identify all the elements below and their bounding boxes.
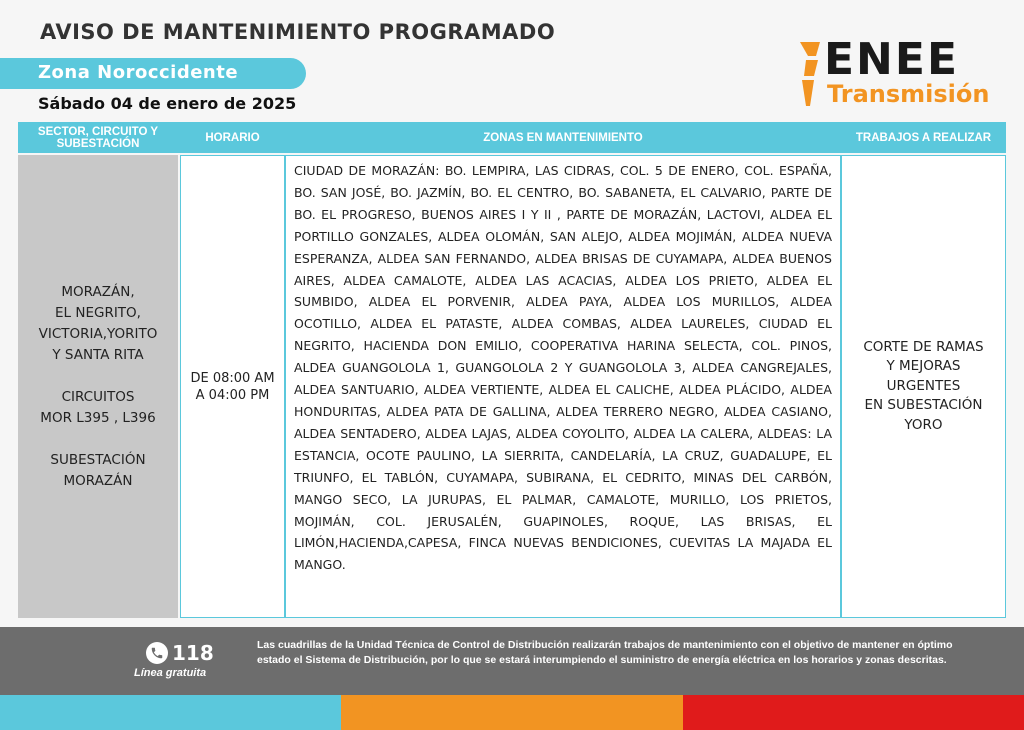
sector-line: MORAZÁN (63, 472, 133, 489)
footer (0, 627, 1024, 695)
phone-label: Línea gratuita (134, 667, 207, 679)
footer-notice: Las cuadrillas de la Unidad Técnica de Control de Distribución realizarán trabajos de mantenimiento con el objetivo de mantener en óptimo estado el Sistema de Distribución, por lo que se estará interumpiendo el suministro de energía eléctrica en los horarios y zonas descritas. (257, 639, 953, 666)
stripe-orange (341, 695, 683, 730)
sector-cell (18, 155, 178, 618)
enee-logo (796, 34, 996, 112)
sector-line: MOR L395 , L396 (40, 409, 156, 426)
phone-contact[interactable] (146, 641, 214, 665)
logo-subtitle: Transmisión (827, 80, 990, 108)
sector-line: VICTORIA,YORITO (38, 325, 158, 342)
col-header-zonas: ZONAS EN MANTENIMIENTO (483, 131, 643, 144)
trabajos-line: Y MEJORAS (886, 358, 961, 375)
sector-line: MORAZÁN, (61, 283, 135, 300)
phone-number: 118 (172, 641, 214, 665)
sector-line: CIRCUITOS (61, 388, 135, 405)
trabajos-line: YORO (904, 416, 943, 433)
sector-line: Y SANTA RITA (52, 346, 144, 363)
lightning-icon (796, 42, 822, 106)
sector-line: SUBESTACIÓN (50, 451, 146, 468)
col-header-sector: SECTOR, CIRCUITO Y SUBESTACIÓN (37, 125, 159, 150)
trabajos-line: CORTE DE RAMAS (863, 338, 984, 355)
col-header-horario: HORARIO (205, 131, 260, 144)
zone-banner (0, 58, 306, 89)
horario-line: DE 08:00 AM (190, 370, 275, 386)
trabajos-line: EN SUBESTACIÓN (864, 397, 983, 414)
zone-label: Zona Noroccidente (38, 62, 239, 83)
phone-icon (146, 642, 168, 664)
spacer (39, 429, 158, 450)
spacer (39, 366, 158, 387)
logo-brand: ENEE (824, 34, 959, 85)
stripe-red (683, 695, 1024, 730)
trabajos-cell (841, 155, 1006, 618)
table-header (18, 122, 1006, 153)
date-label: Sábado 04 de enero de 2025 (38, 94, 297, 113)
zonas-cell: CIUDAD DE MORAZÁN: BO. LEMPIRA, LAS CIDRAS, COL. 5 DE ENERO, COL. ESPAÑA, BO. SAN JOSÉ, BO. JAZMÍN, BO. EL CENTRO, BO. SABANETA, EL CALVARIO, PARTE DE BO. EL PROGRESO, BUENOS AIRES I Y II , PARTE DE MORAZÁN, LACTOVI, ALDEA EL PORTILLO GONZALES, ALDEA OLOMÁN, SAN ALEJO, ALDEA MOJIMÁN, ALDEA NUEVA ESPERANZA, ALDEA SAN FERNANDO, ALDEA BRISAS DE CUYAMAPA, ALDEA BUENOS AIRES, ALDEA CAMALOTE, ALDEA LAS ACACIAS, ALDEA LOS PRIETO, ALDEA EL SUMBIDO, ALDEA EL PORVENIR, ALDEA PAYA, ALDEA LOS MURILLOS, ALDEA OCOTILLO, ALDEA EL PATASTE, ALDEA COMBAS, ALDEA LAURELES, CIUDAD EL NEGRITO, HACIENDA DON EMILIO, COOPERATIVA HARINA SELECTA, COL. PINOS, ALDEA GUANGOLOLA 1, GUANGOLOLA 2 Y GUANGOLOLA 3, ALDEA CANGREJALES, ALDEA SANTUARIO, ALDEA VERTIENTE, ALDEA EL CALICHE, ALDEA PLÁCIDO, ALDEA HONDURITAS, ALDEA PATA DE GALLINA, ALDEA TERRERO NEGRO, ALDEA CASIANO, ALDEA SENTADERO, ALDEA LAJAS, ALDEA COYOLITO, ALDEA LA CALERA, ALDEAS: LA ESTANCIA, OCOTE PAULINO, LA SIERRITA, CANDELARÍA, LA CRUZ, GUADALUPE, EL TRIUNFO, EL TABLÓN, CUYAMAPA, SUBIRANA, EL CEDRITO, MINAS DEL CARBÓN, MANGO SECO, LA JURUPAS, EL PALMAR, CAMALOTE, MURILLO, LOS PRIETOS, MOJIMÁN, COL. JERUSALÉN, GUAPINOLES, ROQUE, LAS BRISAS, EL LIMÓN,HACIENDA,CAPESA, FINCA NUEVAS BENDICIONES, CUEVITAS LA MAJADA EL MANGO. (285, 155, 841, 618)
horario-cell (180, 155, 285, 618)
page-title: AVISO DE MANTENIMIENTO PROGRAMADO (40, 20, 556, 44)
stripe-cyan (0, 695, 341, 730)
trabajos-line: URGENTES (886, 377, 961, 394)
horario-line: A 04:00 PM (195, 387, 270, 403)
col-header-trabajos: TRABAJOS A REALIZAR (855, 131, 992, 144)
sector-line: EL NEGRITO, (55, 304, 141, 321)
